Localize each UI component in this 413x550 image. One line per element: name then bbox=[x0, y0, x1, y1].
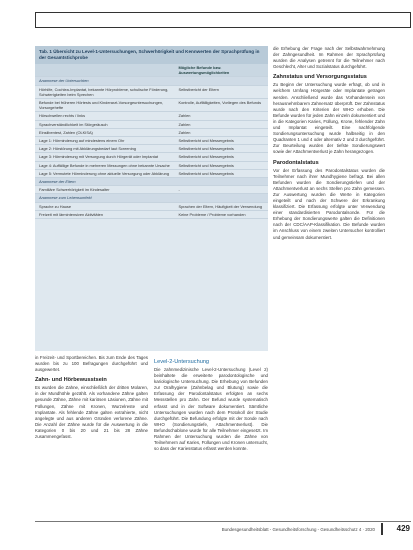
table-cell: Keine Probleme / Probleme vorhanden bbox=[178, 211, 246, 217]
section-heading: Zahnstatus und Versorgungsstatus bbox=[273, 74, 367, 81]
paragraph: Vor der Erfassung des Parodontalstatus wurden die Teilnehmer nach ihrer Mundhygiene befragt. Bei allen Befunden wurden die Sondierungstiefen und der Attachmentverlust an sechs Stellen pro Zahn gemessen. Zur Auswertung wurden die Werte in Kategorien eingeteilt und nach der Schwere der Erkrankung klassifiziert. Die Erfassung erfolgte unter Verwendung einer standardisierten Parodontalsonde. Für die Erhebung der Sondierungswerte galten die Definitionen nach der CDC/AAP-Klassifikation. Die Befunde wurden im Anschluss von einem zweiten Untersucher kontrolliert und gemeinsam dokumentiert. bbox=[273, 167, 385, 240]
table-row bbox=[35, 86, 268, 99]
table-row bbox=[35, 162, 268, 170]
table-header-cell bbox=[39, 65, 179, 75]
table-section-row bbox=[35, 77, 268, 85]
table-section-row bbox=[35, 178, 268, 186]
table-row bbox=[35, 186, 268, 194]
table-cell: Freizeit mit lärmintensiven Aktivitäten bbox=[39, 211, 104, 217]
table-cell: Anamnese der Untersuchten bbox=[39, 78, 89, 84]
table-cell: Anamnese der Eltern bbox=[39, 179, 76, 185]
table-cell bbox=[179, 179, 265, 184]
footer-separator bbox=[381, 523, 383, 535]
table-cell: Anamnese zum Lebensumfeld bbox=[39, 195, 92, 201]
journal-citation: Bundesgesundheitsblatt - Gesundheitsforschung - Gesundheitsschutz 4 · 2020 bbox=[221, 527, 375, 532]
table-section-row bbox=[35, 194, 268, 202]
middle-column bbox=[154, 355, 268, 452]
table-cell: Befunde bei früheren Hörtests und Kinderarzt-Vorsorgeuntersuchungen, Vorsorgehefte bbox=[39, 100, 164, 111]
table-row bbox=[35, 145, 268, 153]
table-cell: Familiäre Schwerhörigkeit im Kindesalter bbox=[39, 187, 110, 193]
table-cell: Sprachverständlichkeit im Störgeräusch bbox=[39, 121, 108, 127]
left-column bbox=[35, 355, 148, 440]
table-row bbox=[35, 137, 268, 145]
paragraph: die Erhebung der Frage nach der Selbstwahrnehmung der Zahngesundheit. Im Rahmen der Sprachprüfung wurden die Analysen getrennt für die Teilnehmer nach Geschlecht, Alter und Sozialstatus durchgeführt. bbox=[273, 46, 385, 70]
section-heading: Parodontalstatus bbox=[273, 159, 319, 166]
table-cell bbox=[179, 78, 265, 83]
table-cell: Selbstbericht und Messergebnis bbox=[178, 146, 234, 152]
page-number: 429 bbox=[396, 524, 410, 533]
table-cell: Selbstbericht und Messergebnis bbox=[178, 138, 234, 144]
table-cell: Zahlen bbox=[178, 121, 191, 127]
table-cell: Zahlen bbox=[178, 129, 191, 135]
table-cell: Lage 4: Auffällige Befunde in mehreren Messungen ohne bekannte Ursache bbox=[39, 162, 170, 168]
table-cell: Lage 2: Hörstörung mit Abklärungsbedarf laut Screening bbox=[39, 146, 136, 152]
table-row bbox=[35, 153, 268, 161]
table-cell: Sprache zu Hause bbox=[39, 203, 72, 209]
table-cell: Einsilbentest, Zahlen (OLKISA) bbox=[39, 129, 93, 135]
right-column bbox=[273, 46, 385, 241]
paragraph: in Freizeit- und Sportbereichen. Bis zum Ende des Tages wurden bis zu 100 Befragungen durchgeführt und ausgewertet. bbox=[35, 355, 148, 373]
table-cell: Selbstbericht der Eltern bbox=[178, 86, 219, 92]
table-row bbox=[35, 121, 268, 129]
table-cell: Selbstbericht und Messergebnis bbox=[178, 154, 234, 160]
table-cell: Lage 3: Hörminderung mit Versorgung durch Hörgerät oder Implantat bbox=[39, 154, 158, 160]
table-cell bbox=[179, 195, 265, 200]
table-header-row bbox=[35, 64, 268, 77]
table-cell: Selbstbericht und Messergebnis bbox=[178, 170, 234, 176]
table-cell: Lage 5: Vermutete Hörminderung ohne aktuelle Versorgung oder Abklärung bbox=[39, 170, 169, 176]
table-row bbox=[35, 112, 268, 120]
table-cell: Kontrolle, Auffälligkeiten, Vorliegen des Befunds bbox=[178, 100, 262, 106]
table-cell: Lage 1: Hörminderung auf mindestens einem Ohr bbox=[39, 138, 125, 144]
header-box bbox=[35, 12, 411, 28]
table-panel bbox=[35, 46, 268, 351]
table-header-cell: Mögliche Befunde bzw. Auswertungsmöglichkeiten bbox=[178, 65, 230, 76]
table-body bbox=[35, 77, 268, 219]
table-cell: Zahlen bbox=[178, 113, 191, 119]
table-cell: - bbox=[178, 187, 180, 193]
page-footer bbox=[35, 521, 411, 535]
section-heading: Level-2-Untersuchung bbox=[154, 359, 210, 365]
table-caption-label: Tab. 1 bbox=[39, 49, 52, 54]
table-row bbox=[35, 211, 268, 219]
table-cell: Sprachen der Eltern, Häufigkeit der Verwendung bbox=[178, 203, 262, 209]
table-caption-text: Übersicht zu Level-1-Untersuchungen, Schwerhörigkeit und Kennwerten der Sprachprüfung in der Gesamtstichprobe bbox=[39, 49, 260, 60]
table-row bbox=[35, 99, 268, 112]
table-row bbox=[35, 170, 268, 178]
paragraph: Zu Beginn der Untersuchung wurde erfragt, ob und in welchem Umfang Hörgeräte oder Implantate getragen werden. Anschließend wurde das Vorhandensein von herausnehmbarem Zahnersatz überprüft. Der Zahnstatus wurde nach den Kriterien der WHO erhoben. Die Befunde wurden für jeden Zahn einzeln dokumentiert und in die Kategorien Karies, Füllung, Krone, fehlender Zahn und Implantat eingeteilt. Eine nachfolgende Sondierungsuntersuchung wurde halbseitig in den Quadranten 1 und 4 oder alternativ 2 und 3 durchgeführt. Zur Beurteilung wurden der tiefste Sondierungswert sowie der Attachmentverlust je Zahn herangezogen. bbox=[273, 82, 385, 155]
table-cell: Hörhilfe, Cochlea-Implantat, bekannte Hörprobleme, schulische Förderung, Schwierigkeiten beim Sprechen bbox=[39, 86, 169, 97]
table-row bbox=[35, 203, 268, 211]
paragraph: Die zahnmedizinische Level-2-Untersuchung (Level 2) beinhaltete die erweiterte parodontologische und kariologische Untersuchung. Die Erhebung von Befunden zur Oralhygiene (Zahnbelag und Blutung) sowie die Erfassung der Parodontalstatus erfolgten an sechs Messstellen pro Zahn. Der Befund wurde systematisch erfasst und in der Software dokumentiert. Sämtliche Untersuchungen wurden nach dem Protokoll der Studie durchgeführt. Die Befundung erfolgte mit der Sonde nach WHO (Sondierungstiefe, Attachmentverlust). Die Befundschablone wurde für alle Teilnehmer eingesetzt. Im Rahmen der Untersuchung wurden die Zähne von Teilnehmern auf Karies, Füllungen und Kronen untersucht, so dass der Kariesstatus erfasst werden konnte. bbox=[154, 367, 268, 452]
table-cell: Selbstbericht und Messergebnis bbox=[178, 162, 234, 168]
table-caption bbox=[35, 46, 268, 64]
section-heading: Zahn- und Hörbewusstsein bbox=[35, 377, 107, 384]
table-cell: Hörschwellen rechts / links bbox=[39, 113, 86, 119]
paragraph: Es wurden die Zahne, einschließlich der dritten Molaren, in der Mundhöhle gezählt. Als vorhandene Zähne galten gesunde Zähne, Zähne mit kariösen Läsionen, Zähne mit Füllungen, Zähne mit Kronen, Wurzelreste und Implantate. Als fehlende Zähne galten extrahierte, nicht angelegte und aus anderen Gründen verlorene Zähne. Die Anzahl der Zähne wurde für die Auswertung in die Kategorien 0 bis 20 und 21 bis 28 Zähne zusammengefasst. bbox=[35, 385, 148, 440]
table-row bbox=[35, 129, 268, 137]
